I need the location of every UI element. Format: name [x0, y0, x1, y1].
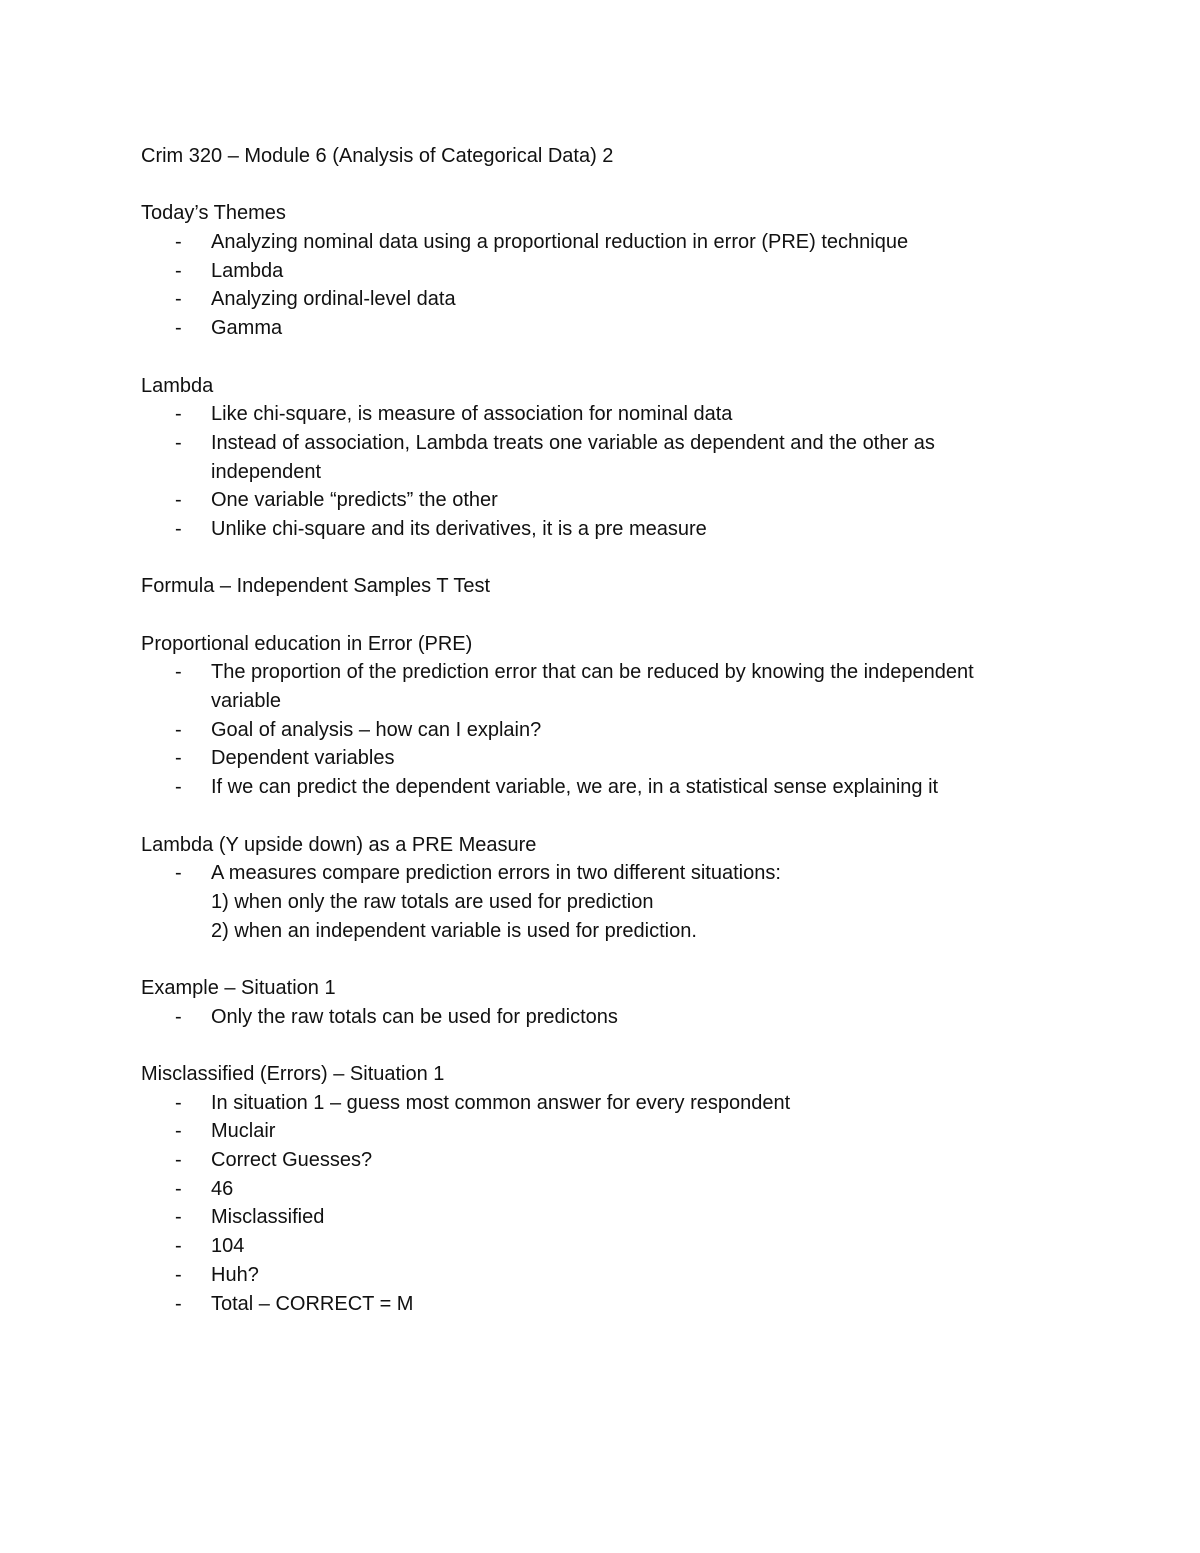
document-title: Crim 320 – Module 6 (Analysis of Categorical Data) 2 — [141, 145, 614, 167]
list-item: - Like chi-square, is measure of association for nominal data — [141, 400, 1081, 429]
list-item-continuation: independent — [211, 460, 322, 483]
bullet-dash: - — [175, 1235, 182, 1258]
list-item: - Unlike chi-square and its derivatives, it is a pre measure — [141, 515, 1081, 544]
list-item-continuation: 1) when only the raw totals are used for prediction — [211, 890, 654, 913]
section-heading-misclassified: Misclassified (Errors) – Situation 1 — [141, 1063, 445, 1085]
section-heading-themes: Today’s Themes — [141, 202, 286, 225]
spacer — [141, 343, 1081, 372]
list-item: - Only the raw totals can be used for predictons — [141, 1003, 1081, 1032]
spacer — [141, 1031, 1081, 1060]
list-item: - Analyzing ordinal-level data — [141, 285, 1081, 314]
bullet-dash: - — [175, 1206, 182, 1229]
bullet-dash: - — [175, 1005, 182, 1028]
bullet-dash: - — [175, 718, 182, 741]
bullet-dash: - — [175, 862, 182, 885]
list-item: - Huh? — [141, 1261, 1081, 1290]
bullet-dash: - — [175, 661, 182, 684]
bullet-dash: - — [175, 1263, 182, 1286]
bullet-dash: - — [175, 259, 182, 282]
bullet-dash: - — [175, 1091, 182, 1114]
bullet-dash: - — [175, 317, 182, 340]
list-item: - Gamma — [141, 314, 1081, 343]
list-item-continuation: 2) when an independent variable is used for prediction. — [211, 919, 697, 942]
list-item: - Analyzing nominal data using a proportional reduction in error (PRE) technique — [141, 228, 1081, 257]
section-heading-lambda: Lambda — [141, 374, 214, 397]
spacer — [141, 945, 1081, 974]
list-item: - 46 — [141, 1175, 1081, 1204]
list-item: - Total – CORRECT = M — [141, 1290, 1081, 1319]
document-page — [141, 142, 1081, 1318]
section-heading-formula: Formula – Independent Samples T Test — [141, 575, 491, 598]
bullet-dash: - — [175, 747, 182, 770]
list-item: - Lambda — [141, 257, 1081, 286]
list-item: - The proportion of the prediction error that can be reduced by knowing the independent — [141, 658, 1081, 687]
bullet-dash: - — [175, 1292, 182, 1315]
section-heading-example: Example – Situation 1 — [141, 976, 336, 999]
list-item: - In situation 1 – guess most common answer for every respondent — [141, 1089, 1081, 1118]
bullet-dash: - — [175, 1120, 182, 1143]
bullet-dash: - — [175, 489, 182, 512]
list-item: - Goal of analysis – how can I explain? — [141, 716, 1081, 745]
section-heading-lambda-pre: Lambda (Y upside down) as a PRE Measure — [141, 833, 537, 856]
list-item: - One variable “predicts” the other — [141, 486, 1081, 515]
bullet-dash: - — [175, 431, 182, 454]
list-item-continuation: variable — [211, 690, 282, 713]
bullet-dash: - — [175, 776, 182, 799]
bullet-dash: - — [175, 517, 182, 540]
list-item: - Dependent variables — [141, 744, 1081, 773]
bullet-dash: - — [175, 403, 182, 426]
list-item: - Muclair — [141, 1117, 1081, 1146]
spacer — [141, 802, 1081, 831]
list-item: - A measures compare prediction errors in two different situations: — [141, 859, 1081, 888]
spacer — [141, 171, 1081, 200]
section-heading-pre: Proportional education in Error (PRE) — [141, 632, 473, 655]
spacer — [141, 544, 1081, 573]
bullet-dash: - — [175, 231, 182, 254]
bullet-dash: - — [175, 1177, 182, 1200]
list-item: - If we can predict the dependent variable, we are, in a statistical sense explaining it — [141, 773, 1081, 802]
spacer — [141, 601, 1081, 630]
list-item: - 104 — [141, 1232, 1081, 1261]
list-item: - Correct Guesses? — [141, 1146, 1081, 1175]
list-item: - Instead of association, Lambda treats one variable as dependent and the other as — [141, 429, 1081, 458]
bullet-dash: - — [175, 1149, 182, 1172]
list-item: - Misclassified — [141, 1203, 1081, 1232]
bullet-dash: - — [175, 288, 182, 311]
